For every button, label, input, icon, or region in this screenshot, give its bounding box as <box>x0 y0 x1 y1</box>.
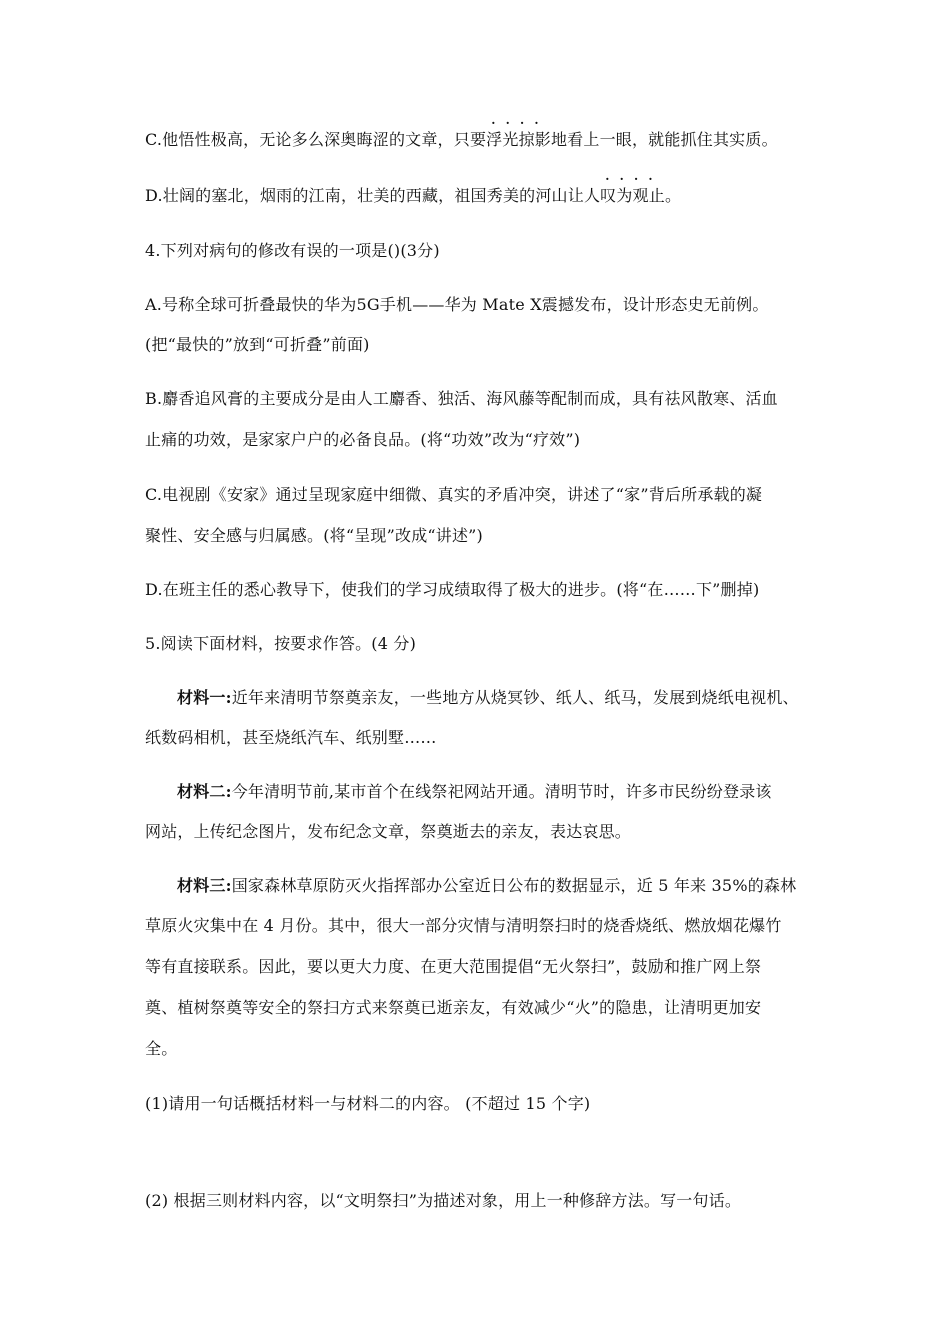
emphasis-dots-d: ···· <box>605 172 663 186</box>
material-2-line2: 网站，上传纪念图片，发布纪念文章，祭奠逝去的亲友，表达哀思。 <box>145 822 632 841</box>
material-2-line1 <box>177 781 772 803</box>
q3-option-d <box>145 185 681 207</box>
material-3-text: 国家森林草原防灭火指挥部办公室近日公布的数据显示，近 5 年来 35%的森林 <box>231 876 797 895</box>
q4-option-a-line2: (把“最快的”放到“可折叠”前面) <box>145 335 370 354</box>
q3-option-c <box>145 129 778 151</box>
material-3-line5: 全。 <box>145 1039 178 1058</box>
q3-option-d-before: D.壮阔的塞北，烟雨的江南，壮美的西藏，祖国秀美的河山让人 <box>145 186 601 205</box>
q4-option-b-line2: 止痛的功效，是家家户户的必备良品。(将“功效”改为“疗效”) <box>145 430 581 449</box>
emphasis-dots-c: ···· <box>491 116 549 130</box>
q5-sub-question-1: (1)请用一句话概括材料一与材料二的内容。 (不超过 15 个字) <box>145 1094 591 1113</box>
q4-option-d-line1: D.在班主任的悉心教导下，使我们的学习成绩取得了极大的进步。(将“在……下”删掉) <box>145 580 760 599</box>
q4-option-c-line1: C.电视剧《安家》通过呈现家庭中细微、真实的矛盾冲突，讲述了“家”背后所承载的凝 <box>145 485 763 504</box>
material-1-line1 <box>177 687 799 709</box>
q4-stem: 4.下列对病句的修改有误的一项是()(3分) <box>145 241 440 260</box>
q5-stem: 5.阅读下面材料，按要求作答。(4 分) <box>145 634 417 653</box>
material-3-line4: 奠、植树祭奠等安全的祭扫方式来祭奠已逝亲友，有效减少“火”的隐患，让清明更加安 <box>145 998 762 1017</box>
material-3-line3: 等有直接联系。因此，要以更大力度、在更大范围提倡“无火祭扫”，鼓励和推广网上祭 <box>145 957 762 976</box>
material-2-label: 材料二: <box>177 782 232 801</box>
q4-option-b-line1: B.麝香追风膏的主要成分是由人工麝香、独活、海风藤等配制而成，具有祛风散寒、活血 <box>145 389 778 408</box>
material-3-label: 材料三: <box>177 876 232 895</box>
material-3-line1 <box>177 875 796 897</box>
material-3-line2: 草原火灾集中在 4 月份。其中，很大一部分灾情与清明祭扫时的烧香烧纸、燃放烟花爆竹 <box>145 916 782 935</box>
material-1-label: 材料一: <box>177 688 232 707</box>
q3-option-d-after: 。 <box>664 186 682 205</box>
q4-option-c-line2: 聚性、安全感与归属感。(将“呈现”改成“讲述”) <box>145 526 484 545</box>
q3-option-c-marked: 浮光掠影 <box>486 130 551 149</box>
material-1-line2: 纸数码相机，甚至烧纸汽车、纸别墅…… <box>145 728 437 747</box>
material-1-text: 近年来清明节祭奠亲友，一些地方从烧冥钞、纸人、纸马，发展到烧纸电视机、 <box>231 688 799 707</box>
q4-option-a-line1: A.号称全球可折叠最快的华为5G手机——华为 Mate X震撼发布，设计形态史无前例。 <box>145 295 769 314</box>
material-2-text: 今年清明节前,某市首个在线祭祀网站开通。清明节时，许多市民纷纷登录该 <box>231 782 772 801</box>
q3-option-c-after: 地看上一眼，就能抓住其实质。 <box>550 130 778 149</box>
q3-option-d-marked: 叹为观止 <box>600 186 665 205</box>
q3-option-c-before: C.他悟性极高，无论多么深奥晦涩的文章，只要 <box>145 130 487 149</box>
q5-sub-question-2: (2) 根据三则材料内容，以“文明祭扫”为描述对象，用上一种修辞方法。写一句话。 <box>145 1191 742 1210</box>
